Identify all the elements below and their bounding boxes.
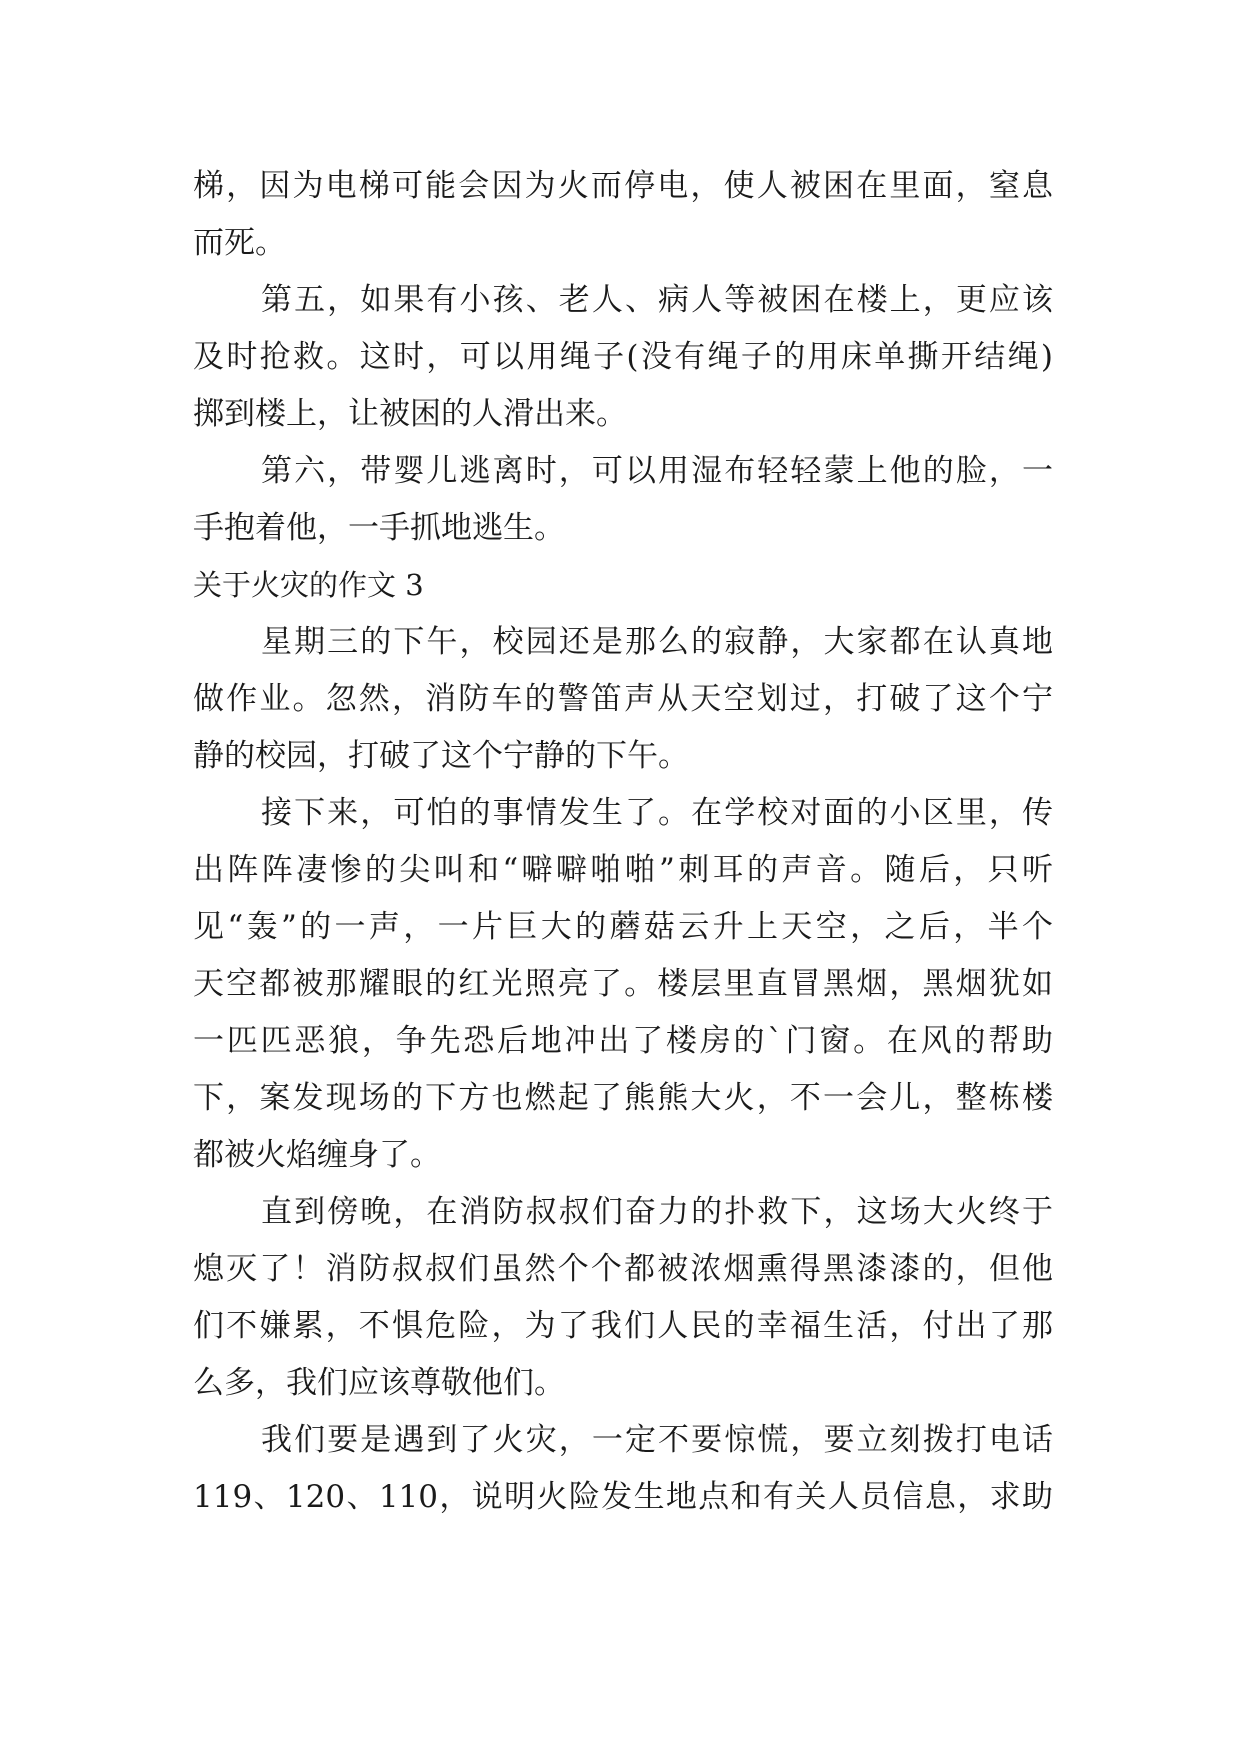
text-line: 天空都被那耀眼的红光照亮了。楼层里直冒黑烟，黑烟犹如	[193, 966, 1053, 1002]
section-heading: 关于火灾的作文 3	[193, 568, 424, 602]
text-line: 做作业。忽然，消防车的警笛声从天空划过，打破了这个宁	[193, 681, 1053, 717]
text-line: 第五，如果有小孩、老人、病人等被困在楼上，更应该	[261, 282, 1053, 318]
text-line: 梯，因为电梯可能会因为火而停电，使人被困在里面，窒息	[193, 168, 1053, 204]
text-line: 掷到楼上，让被困的人滑出来。	[193, 396, 627, 432]
text-line: 都被火焰缠身了。	[193, 1137, 441, 1173]
text-line: 熄灭了！消防叔叔们虽然个个都被浓烟熏得黑漆漆的，但他	[193, 1251, 1053, 1287]
text-line: 第六，带婴儿逃离时，可以用湿布轻轻蒙上他的脸，一	[261, 453, 1053, 489]
text-line: 星期三的下午，校园还是那么的寂静，大家都在认真地	[261, 624, 1053, 660]
text-line: 119、120、110，说明火险发生地点和有关人员信息，求助	[193, 1479, 1053, 1515]
paragraph	[193, 272, 1053, 443]
text-line: 手抱着他，一手抓地逃生。	[193, 510, 565, 546]
text-line: 么多，我们应该尊敬他们。	[193, 1365, 565, 1401]
text-line: 静的校园，打破了这个宁静的下午。	[193, 738, 689, 774]
text-line: 及时抢救。这时，可以用绳子(没有绳子的用床单撕开结绳)	[193, 339, 1053, 375]
paragraph	[193, 614, 1053, 785]
text-line: 下，案发现场的下方也燃起了熊熊大火，不一会儿，整栋楼	[193, 1080, 1053, 1116]
document-body	[193, 158, 1053, 1526]
paragraph	[193, 1184, 1053, 1412]
paragraph	[193, 785, 1053, 1184]
text-line: 我们要是遇到了火灾，一定不要惊慌，要立刻拨打电话	[261, 1422, 1053, 1458]
text-line: 出阵阵凄惨的尖叫和“噼噼啪啪”刺耳的声音。随后，只听	[193, 852, 1053, 888]
text-line: 直到傍晚，在消防叔叔们奋力的扑救下，这场大火终于	[261, 1194, 1053, 1230]
paragraph	[193, 158, 1053, 272]
paragraph	[193, 443, 1053, 557]
text-line: 一匹匹恶狼，争先恐后地冲出了楼房的`门窗。在风的帮助	[193, 1023, 1053, 1059]
paragraph	[193, 1412, 1053, 1526]
text-line: 见“轰”的一声，一片巨大的蘑菇云升上天空，之后，半个	[193, 909, 1053, 945]
text-line: 接下来，可怕的事情发生了。在学校对面的小区里，传	[261, 795, 1053, 831]
text-line: 而死。	[193, 225, 286, 261]
text-line: 们不嫌累，不惧危险，为了我们人民的幸福生活，付出了那	[193, 1308, 1053, 1344]
